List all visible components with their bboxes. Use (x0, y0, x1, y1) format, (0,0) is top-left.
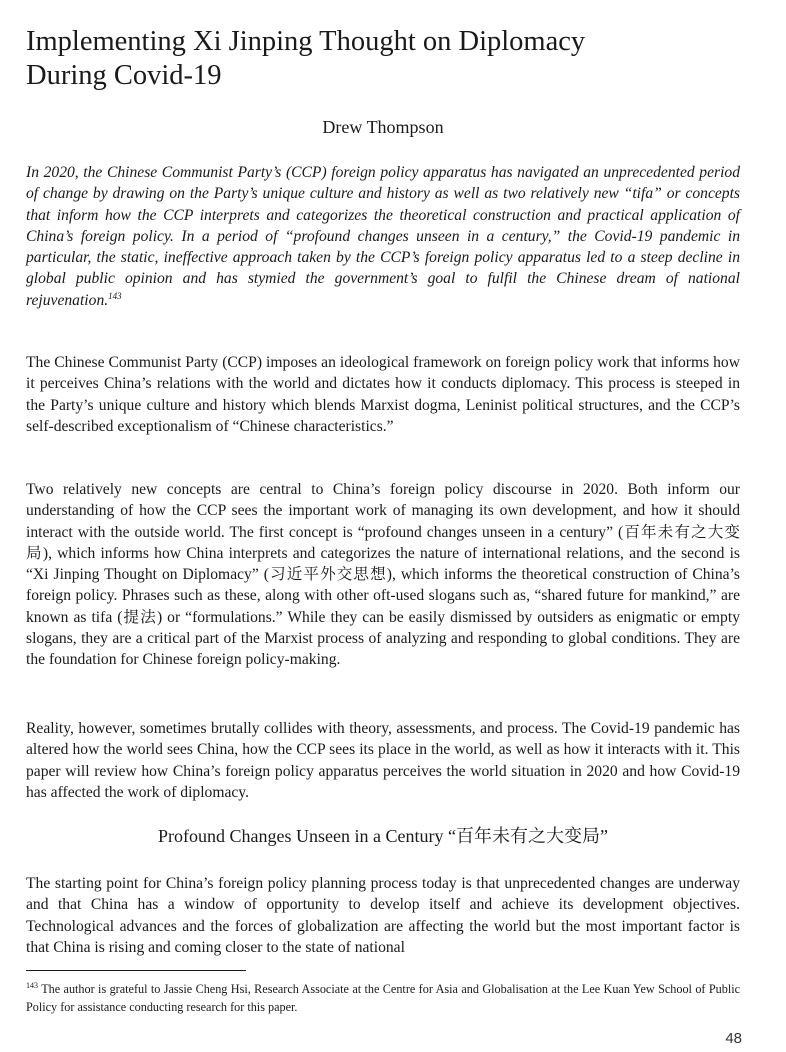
page-number: 48 (725, 1030, 742, 1047)
paper-title-line-1: Implementing Xi Jinping Thought on Diplomacy (26, 26, 586, 57)
author-name: Drew Thompson (322, 117, 444, 137)
footnote (26, 980, 740, 1016)
body-paragraph-4: The starting point for China’s foreign policy planning process today is that unprecedented changes are underway and that China has a window of opportunity to develop itself and achieve its development objectives. Technological advances and the forces of globalization are affecting the world but the most important factor is that China is rising and coming closer to the state of national (26, 875, 740, 956)
abstract (26, 162, 740, 311)
section-heading: Profound Changes Unseen in a Century “百年未有之大变局” (158, 826, 608, 846)
footnote-text: The author is grateful to Jassie Cheng Hsi, Research Associate at the Centre for Asia and Globalisation at the Lee Kuan Yew School of Public Policy for assistance conducting research for this paper. (26, 982, 741, 1014)
footnote-divider (26, 970, 246, 971)
body-paragraph-3: Reality, however, sometimes brutally collides with theory, assessments, and process. The Covid-19 pandemic has altered how the world sees China, how the CCP sees its place in the world, as well as how it interacts with it. This paper will review how China’s foreign policy apparatus perceives the world situation in 2020 and how Covid-19 has affected the work of diplomacy. (26, 720, 740, 801)
body-paragraph-1: The Chinese Communist Party (CCP) imposes an ideological framework on foreign policy work that informs how it perceives China’s relations with the world and dictates how it conducts diplomacy. This process is steeped in the Party’s unique culture and history which blends Marxist dogma, Leninist political structures, and the CCP’s self-described exceptionalism of “Chinese characteristics.” (26, 354, 740, 435)
footnote-reference[interactable]: 143 (108, 290, 122, 301)
abstract-text: In 2020, the Chinese Communist Party’s (CCP) foreign policy apparatus has navigated an unprecedented period of change by drawing on the Party’s unique culture and history as well as two relatively new “tifa” or concepts that inform how the CCP interprets and categorizes the theoretical construction and practical application of China’s foreign policy. In a period of “profound changes unseen in a century,” the Covid-19 pandemic in particular, the static, ineffective approach taken by the CCP’s foreign policy apparatus led to a steep decline in global public opinion and has stymied the government’s goal to fulfil the Chinese dream of national rejuvenation. (26, 164, 740, 309)
paper-title (26, 25, 740, 93)
footnote-number: 143 (26, 980, 38, 990)
body-paragraph-2: Two relatively new concepts are central to China’s foreign policy discourse in 2020. Both inform our understanding of how the CCP sees the important work of managing its own development, and how it should interact with the outside world. The first concept is “profound changes unseen in a century” (百年未有之大变局), which informs how China interprets and categorizes the nature of international relations, and the second is “Xi Jinping Thought on Diplomacy” (习近平外交思想), which informs the theoretical construction of China’s foreign policy. Phrases such as these, along with other oft-used slogans such as, “shared future for mankind,” are known as tifa (提法) or “formulations.” While they can be easily dismissed by outsiders as enigmatic or empty slogans, they are a critical part of the Marxist process of analyzing and responding to global conditions. They are the foundation for Chinese foreign policy-making. (26, 481, 740, 669)
paper-title-line-2: During Covid-19 (26, 60, 222, 91)
